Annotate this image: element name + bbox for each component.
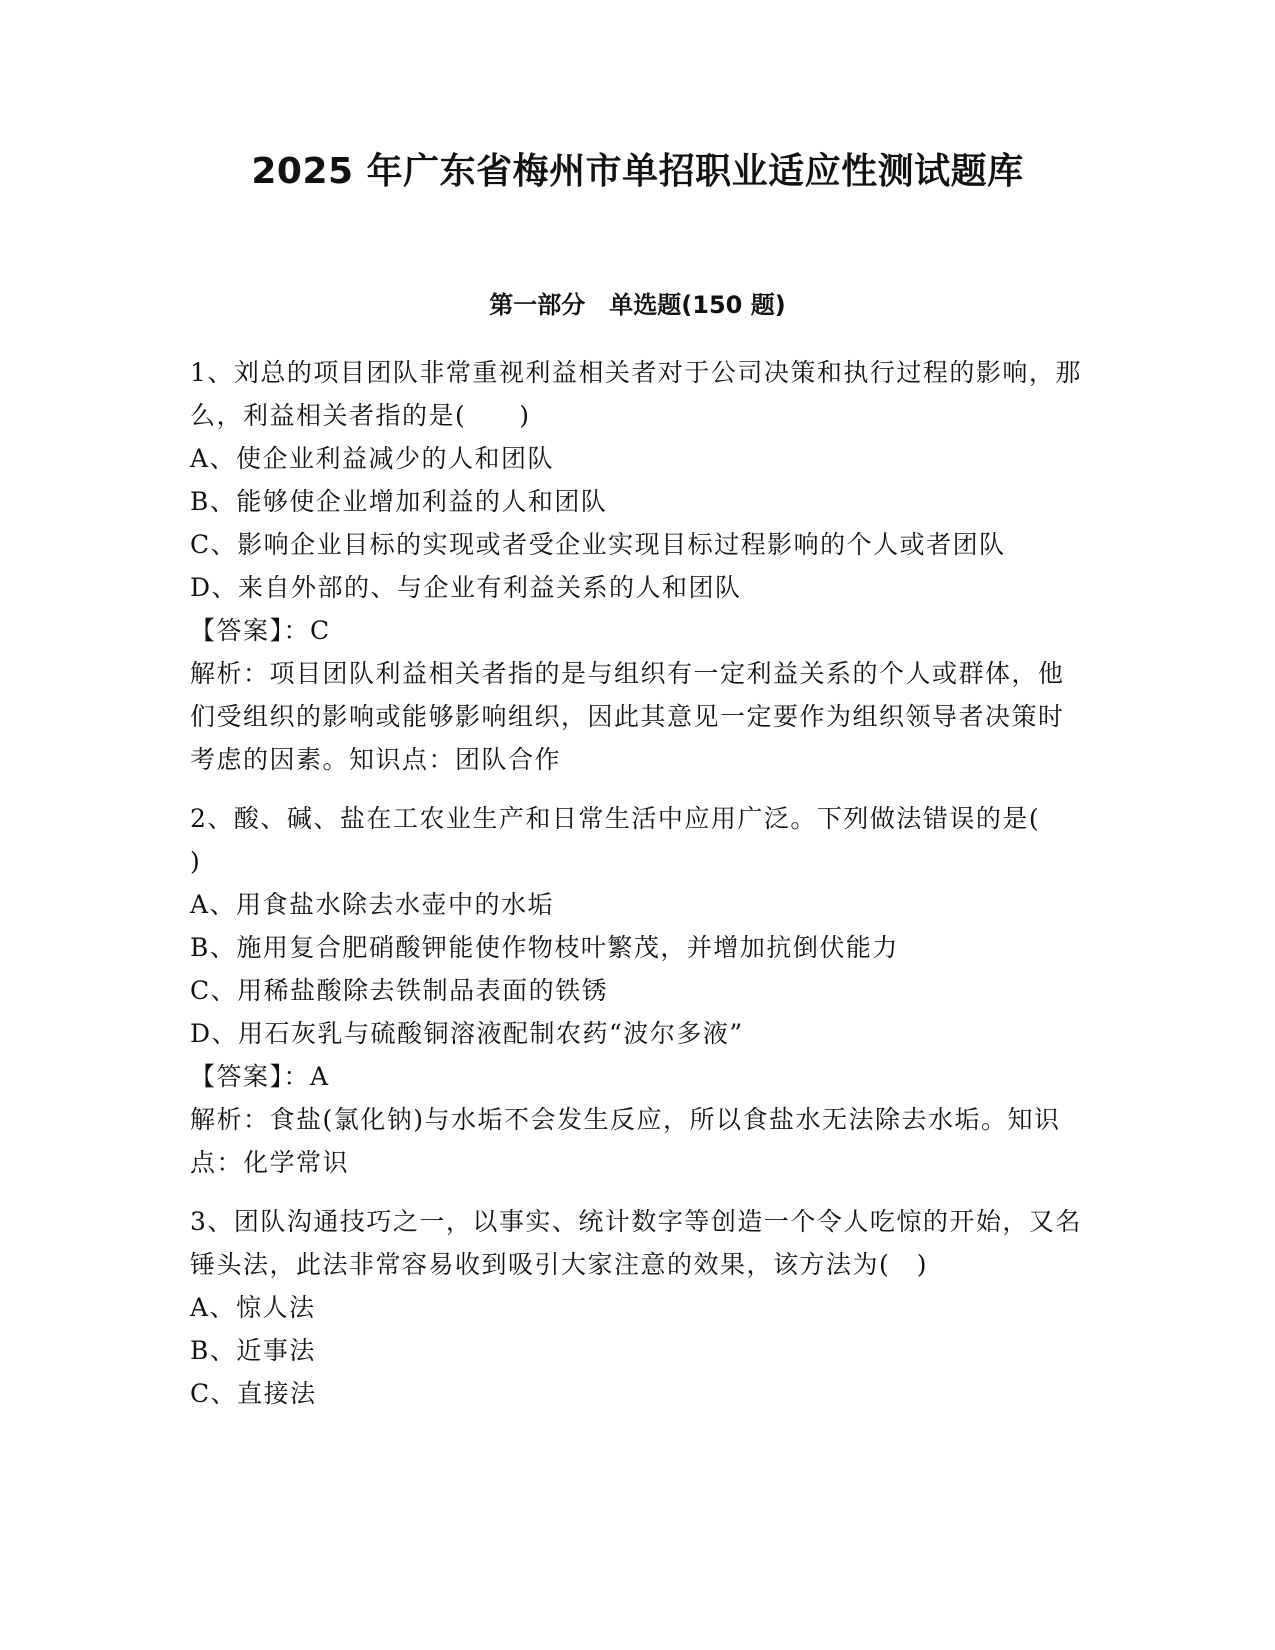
question-list: [190, 351, 1085, 1431]
option-b: B、近事法: [190, 1336, 316, 1365]
option-a: A、惊人法: [190, 1293, 316, 1322]
analysis-text: 解析：项目团队利益相关者指的是与组织有一定利益关系的个人或群体，他们受组织的影响或能够影响组织，因此其意见一定要作为组织领导者决策时考虑的因素。知识点：团队合作: [190, 659, 1065, 774]
question-3: [190, 1200, 1085, 1415]
question-2: [190, 797, 1085, 1184]
option-c: C、用稀盐酸除去铁制品表面的铁锈: [190, 976, 609, 1005]
option-d: D、来自外部的、与企业有利益关系的人和团队: [190, 573, 742, 602]
answer-line: 【答案】：C: [190, 616, 331, 645]
option-a: A、用食盐水除去水壶中的水垢: [190, 890, 555, 919]
option-c: C、直接法: [190, 1379, 317, 1408]
answer-line: 【答案】：A: [190, 1062, 330, 1091]
question-stem: 3、团队沟通技巧之一，以事实、统计数字等创造一个令人吃惊的开始，又名锤头法，此法非常容易收到吸引大家注意的效果，该方法为( ): [190, 1207, 1082, 1279]
question-stem: 1、刘总的项目团队非常重视利益相关者对于公司决策和执行过程的影响，那么，利益相关者指的是( ): [190, 358, 1082, 430]
option-c: C、影响企业目标的实现或者受企业实现目标过程影响的个人或者团队: [190, 530, 1006, 559]
analysis-text: 解析：食盐(氯化钠)与水垢不会发生反应，所以食盐水无法除去水垢。知识点：化学常识: [190, 1105, 1061, 1177]
section-heading: 第一部分 单选题(150 题): [489, 291, 786, 319]
question-1: [190, 351, 1085, 781]
option-b: B、施用复合肥硝酸钾能使作物枝叶繁茂，并增加抗倒伏能力: [190, 933, 899, 962]
question-stem: 2、酸、碱、盐在工农业生产和日常生活中应用广泛。下列做法错误的是( ): [190, 804, 1077, 876]
option-b: B、能够使企业增加利益的人和团队: [190, 487, 608, 516]
option-a: A、使企业利益减少的人和团队: [190, 444, 555, 473]
option-d: D、用石灰乳与硫酸铜溶液配制农药“波尔多液”: [190, 1019, 744, 1048]
document-title: 2025 年广东省梅州市单招职业适应性测试题库: [251, 151, 1024, 192]
